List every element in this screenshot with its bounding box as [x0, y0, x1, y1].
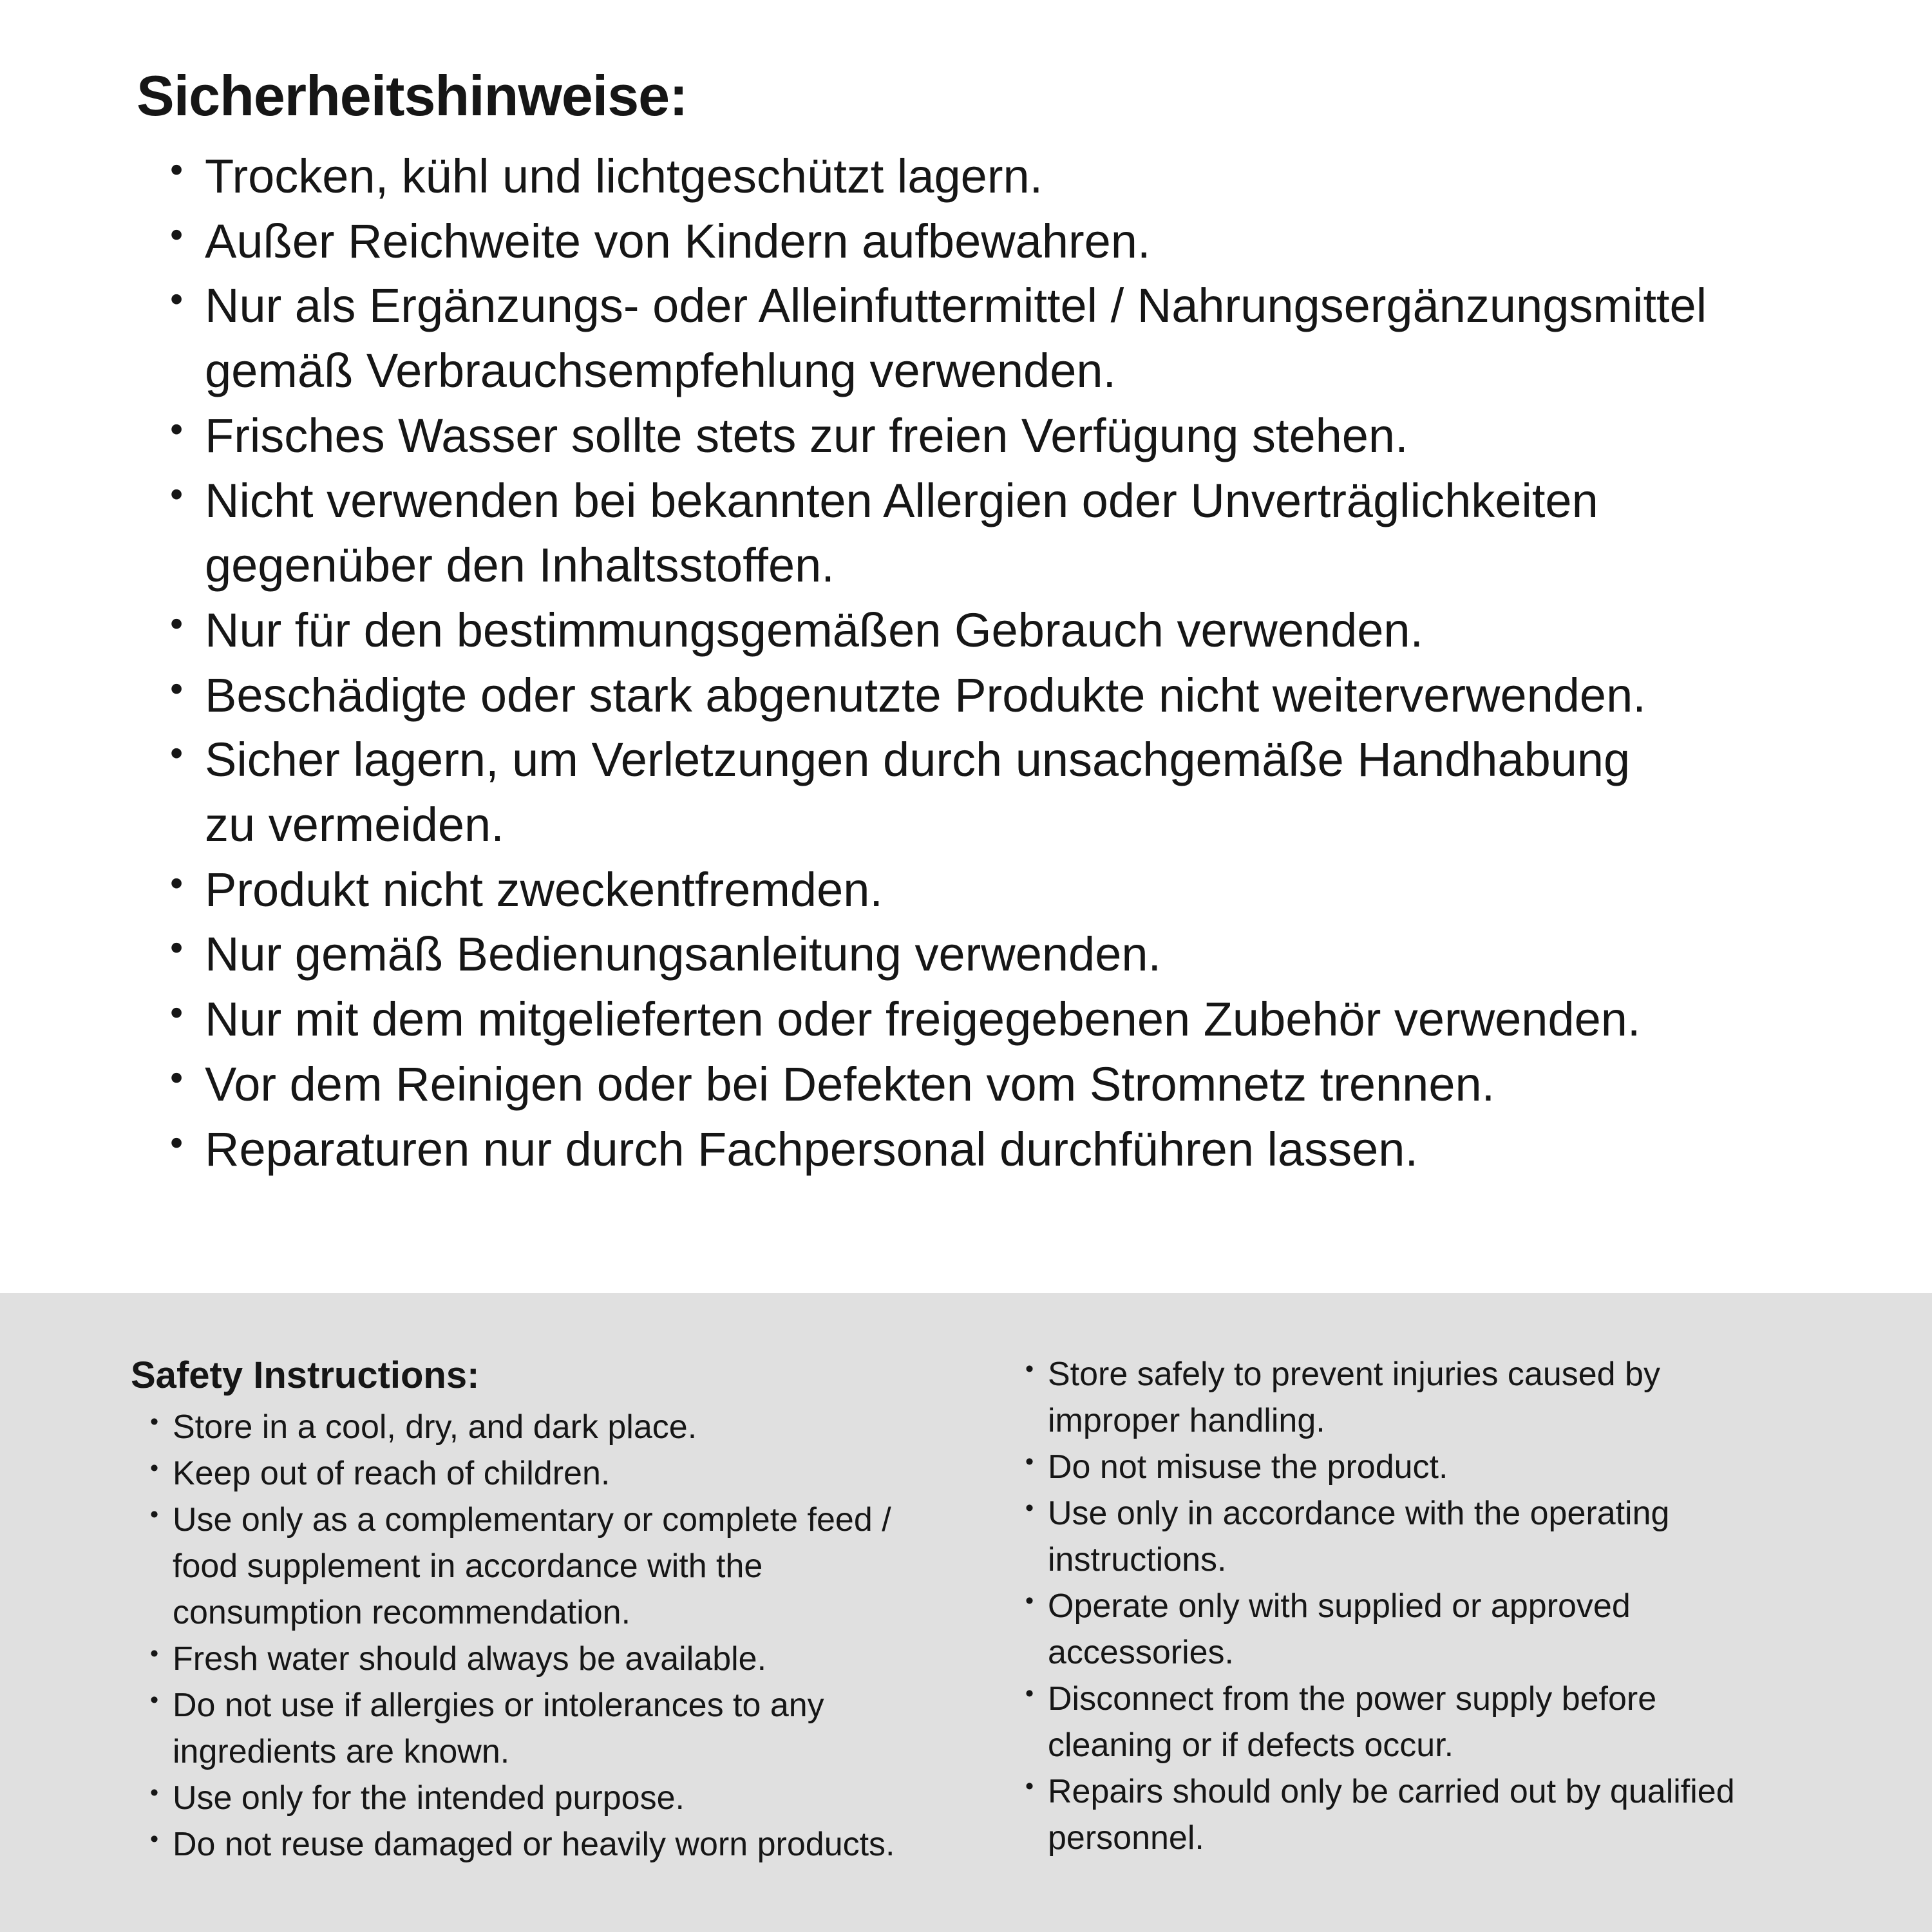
english-section [0, 1293, 1932, 1932]
list-item: • Keep out of reach of children. [131, 1450, 981, 1497]
list-item: • Produkt nicht zweckentfremden. [137, 858, 1932, 923]
list-item: • Operate only with supplied or approved accessories. [1006, 1583, 1920, 1676]
english-right-column [1006, 1351, 1920, 1861]
list-item: • Außer Reichweite von Kindern aufbewahren. [137, 209, 1932, 274]
german-heading: Sicherheitshinweise: [137, 64, 688, 128]
list-item: • Nur als Ergänzungs- oder Alleinfuttermittel / Nahrungsergänzungsmittel gemäß Verbrauchsempfehlung verwenden. [137, 274, 1932, 403]
list-item: • Frisches Wasser sollte stets zur freien Verfügung stehen. [137, 404, 1932, 469]
german-bullet-list [137, 144, 1932, 1182]
list-item: • Store in a cool, dry, and dark place. [131, 1404, 981, 1450]
english-left-column [131, 1353, 981, 1868]
list-item: • Fresh water should always be available. [131, 1636, 981, 1682]
list-item: • Repairs should only be carried out by qualified personnel. [1006, 1768, 1920, 1861]
list-item: • Nur gemäß Bedienungsanleitung verwenden. [137, 922, 1932, 987]
list-item: • Disconnect from the power supply before cleaning or if defects occur. [1006, 1676, 1920, 1768]
list-item: • Use only in accordance with the operating instructions. [1006, 1490, 1920, 1583]
english-left-bullet-list [131, 1404, 981, 1868]
list-item: • Store safely to prevent injuries caused by improper handling. [1006, 1351, 1920, 1444]
list-item: • Trocken, kühl und lichtgeschützt lagern. [137, 144, 1932, 209]
list-item: • Use only as a complementary or complete feed / food supplement in accordance with the consumption recommendation. [131, 1497, 981, 1636]
list-item: • Nur mit dem mitgelieferten oder freigegebenen Zubehör verwenden. [137, 987, 1932, 1052]
list-item: • Beschädigte oder stark abgenutzte Produkte nicht weiterverwenden. [137, 663, 1932, 728]
list-item: • Nicht verwenden bei bekannten Allergien oder Unverträglichkeiten gegenüber den Inhaltsstoffen. [137, 469, 1932, 598]
list-item: • Sicher lagern, um Verletzungen durch unsachgemäße Handhabung zu vermeiden. [137, 728, 1932, 857]
english-heading: Safety Instructions: [131, 1354, 480, 1396]
list-item: • Use only for the intended purpose. [131, 1775, 981, 1821]
list-item: • Vor dem Reinigen oder bei Defekten vom Stromnetz trennen. [137, 1052, 1932, 1117]
english-right-bullet-list [1006, 1351, 1920, 1861]
list-item: • Reparaturen nur durch Fachpersonal durchführen lassen. [137, 1117, 1932, 1182]
list-item: • Do not misuse the product. [1006, 1444, 1920, 1490]
list-item: • Nur für den bestimmungsgemäßen Gebrauch verwenden. [137, 598, 1932, 663]
list-item: • Do not use if allergies or intolerances to any ingredients are known. [131, 1682, 981, 1775]
list-item: • Do not reuse damaged or heavily worn products. [131, 1821, 981, 1868]
